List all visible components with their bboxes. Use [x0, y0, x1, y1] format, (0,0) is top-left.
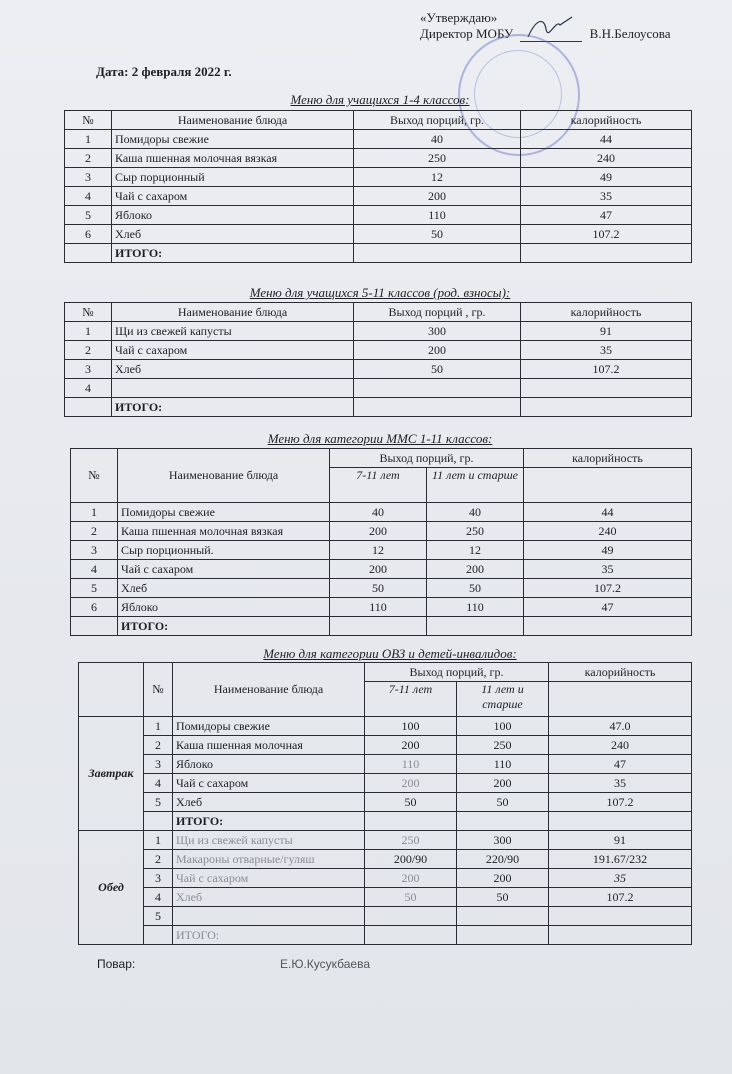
cell: 200 — [457, 869, 549, 888]
cell — [524, 617, 692, 636]
total-label: ИТОГО: — [112, 398, 354, 417]
cell: 40 — [330, 503, 427, 522]
total-label: ИТОГО: — [112, 244, 354, 263]
cell: 47 — [524, 598, 692, 617]
cell: 300 — [457, 831, 549, 850]
cell: 2 — [144, 850, 173, 869]
cell — [173, 907, 365, 926]
col-calories: калорийность — [521, 111, 692, 130]
cell: 47 — [521, 206, 692, 225]
cell: Яблоко — [112, 206, 354, 225]
cell: Щи из свежей капусты — [173, 831, 365, 850]
cell: 50 — [457, 888, 549, 907]
table-row — [79, 850, 692, 869]
cell: 240 — [549, 736, 692, 755]
cell: Хлеб — [112, 225, 354, 244]
cell: 1 — [71, 503, 118, 522]
table-row — [79, 888, 692, 907]
cell: 3 — [65, 360, 112, 379]
col-num: № — [144, 663, 173, 717]
table-row — [79, 907, 692, 926]
cell: Чай с сахаром — [112, 341, 354, 360]
table-row — [65, 168, 692, 187]
cell: Сыр порционный — [112, 168, 354, 187]
cell: 50 — [330, 579, 427, 598]
table-row — [71, 522, 692, 541]
col-calories: калорийность — [524, 449, 692, 468]
cell: 47 — [549, 755, 692, 774]
table-row — [65, 187, 692, 206]
total-row — [71, 617, 692, 636]
cell: 4 — [144, 888, 173, 907]
table-row — [79, 736, 692, 755]
total-row — [79, 812, 692, 831]
total-row — [79, 926, 692, 945]
cell: 250 — [354, 149, 521, 168]
cell: 200 — [427, 560, 524, 579]
col-calories: калорийность — [521, 303, 692, 322]
approval-block — [420, 10, 670, 42]
cell — [549, 907, 692, 926]
table-header-row — [65, 111, 692, 130]
col-name: Наименование блюда — [112, 111, 354, 130]
cell: Хлеб — [118, 579, 330, 598]
cell: 40 — [427, 503, 524, 522]
table-row — [79, 774, 692, 793]
cell: Каша пшенная молочная — [173, 736, 365, 755]
cell: 44 — [521, 130, 692, 149]
cell: 200 — [457, 774, 549, 793]
cell: 107.2 — [521, 360, 692, 379]
cell: 5 — [144, 793, 173, 812]
table1-caption: Меню для учащихся 1-4 классов: — [290, 92, 470, 107]
cell — [112, 379, 354, 398]
cell: 4 — [71, 560, 118, 579]
cell: 6 — [71, 598, 118, 617]
cell: 200 — [354, 187, 521, 206]
menu-table-ovz — [78, 662, 692, 945]
table-row — [65, 149, 692, 168]
cell: 200 — [365, 774, 457, 793]
cell: 107.2 — [524, 579, 692, 598]
cell: 240 — [521, 149, 692, 168]
table-row — [65, 206, 692, 225]
cell: 250 — [427, 522, 524, 541]
cell — [549, 682, 692, 717]
cell — [521, 398, 692, 417]
table-row — [65, 360, 692, 379]
cell — [521, 379, 692, 398]
cell: 6 — [65, 225, 112, 244]
cell: 2 — [144, 736, 173, 755]
cell: 35 — [549, 869, 692, 888]
col-num: № — [65, 111, 112, 130]
table-row — [79, 793, 692, 812]
cell — [144, 812, 173, 831]
cell: 110 — [365, 755, 457, 774]
cell: Чай с сахаром — [112, 187, 354, 206]
cell — [457, 812, 549, 831]
cell: Помидоры свежие — [173, 717, 365, 736]
cell: 250 — [457, 736, 549, 755]
cell — [365, 812, 457, 831]
cell: 12 — [427, 541, 524, 560]
table-row — [71, 560, 692, 579]
cell: 4 — [144, 774, 173, 793]
table-row — [65, 130, 692, 149]
cell: 40 — [354, 130, 521, 149]
cell: Каша пшенная молочная вязкая — [112, 149, 354, 168]
table2-caption: Меню для учащихся 5-11 классов (род. взносы): — [249, 285, 511, 300]
table-row — [79, 831, 692, 850]
cell: 300 — [354, 322, 521, 341]
table-row — [65, 225, 692, 244]
cell — [71, 617, 118, 636]
cell: Яблоко — [118, 598, 330, 617]
cell: Чай с сахаром — [118, 560, 330, 579]
cell: 5 — [144, 907, 173, 926]
cell: Яблоко — [173, 755, 365, 774]
col-num: № — [65, 303, 112, 322]
cell — [365, 926, 457, 945]
cell: 110 — [330, 598, 427, 617]
table-row — [79, 717, 692, 736]
cell: Хлеб — [173, 793, 365, 812]
cell: 4 — [65, 379, 112, 398]
cell: Макароны отварные/гуляш — [173, 850, 365, 869]
menu-table-5-11 — [64, 302, 692, 417]
col-yield: Выход порций, гр. — [365, 663, 549, 682]
cell: Помидоры свежие — [118, 503, 330, 522]
table-row — [79, 755, 692, 774]
cell — [354, 379, 521, 398]
total-row — [65, 398, 692, 417]
cell: 1 — [65, 130, 112, 149]
cell: 110 — [354, 206, 521, 225]
table-row — [71, 541, 692, 560]
cell: 4 — [65, 187, 112, 206]
cell: 191.67/232 — [549, 850, 692, 869]
col-age-7-11: 7-11 лет — [330, 468, 427, 503]
cell: 12 — [354, 168, 521, 187]
cell: 49 — [521, 168, 692, 187]
cell — [365, 907, 457, 926]
cell: 1 — [144, 717, 173, 736]
cell: 35 — [521, 187, 692, 206]
cell: 107.2 — [521, 225, 692, 244]
cell — [65, 244, 112, 263]
col-age-11-plus: 11 лет и старше — [427, 468, 524, 503]
table-header-row — [71, 449, 692, 468]
col-yield: Выход порций, гр. — [354, 111, 521, 130]
total-label: ИТОГО: — [118, 617, 330, 636]
approval-name: В.Н.Белоусова — [589, 26, 671, 41]
cell — [521, 244, 692, 263]
col-age-7-11: 7-11 лет — [365, 682, 457, 717]
col-calories: калорийность — [549, 663, 692, 682]
table-row — [71, 579, 692, 598]
col-yield: Выход порций, гр. — [330, 449, 524, 468]
cell — [427, 617, 524, 636]
cook-name: Е.Ю.Кусукбаева — [280, 957, 371, 971]
cell: Хлеб — [112, 360, 354, 379]
cell: 1 — [65, 322, 112, 341]
cell: Хлеб — [173, 888, 365, 907]
cell: 5 — [71, 579, 118, 598]
menu-table-mms — [70, 448, 692, 636]
table-row — [65, 379, 692, 398]
cook-label: Повар: — [97, 957, 136, 971]
meal-breakfast: Завтрак — [79, 717, 144, 831]
cell: 3 — [65, 168, 112, 187]
table-header-row — [65, 303, 692, 322]
cell: 3 — [144, 869, 173, 888]
cell — [524, 468, 692, 503]
cell: 110 — [457, 755, 549, 774]
cell: Помидоры свежие — [112, 130, 354, 149]
cell: 50 — [354, 225, 521, 244]
document-date: Дата: 2 февраля 2022 г. — [96, 64, 232, 79]
cell: 100 — [457, 717, 549, 736]
cell: 2 — [65, 341, 112, 360]
cell: 91 — [549, 831, 692, 850]
cell: Сыр порционный. — [118, 541, 330, 560]
cell: 35 — [521, 341, 692, 360]
col-name: Наименование блюда — [118, 449, 330, 503]
cell: 2 — [65, 149, 112, 168]
meal-lunch: Обед — [79, 831, 144, 945]
cell: 2 — [71, 522, 118, 541]
cell: Чай с сахаром — [173, 869, 365, 888]
table-row — [65, 341, 692, 360]
cell: 47.0 — [549, 717, 692, 736]
cell: 1 — [144, 831, 173, 850]
table-header-row — [79, 663, 692, 682]
cell: 35 — [524, 560, 692, 579]
cell: 200 — [330, 560, 427, 579]
cell: 200/90 — [365, 850, 457, 869]
cell — [144, 926, 173, 945]
cell: Каша пшенная молочная вязкая — [118, 522, 330, 541]
table-row — [79, 869, 692, 888]
cell — [354, 398, 521, 417]
cell: 50 — [427, 579, 524, 598]
cell — [79, 663, 144, 717]
cell: 200 — [365, 869, 457, 888]
table-row — [71, 503, 692, 522]
cell: 50 — [354, 360, 521, 379]
col-age-11-plus: 11 лет и старше — [457, 682, 549, 717]
cell — [354, 244, 521, 263]
cell: 240 — [524, 522, 692, 541]
cell: 3 — [71, 541, 118, 560]
approval-line1: «Утверждаю» — [420, 10, 498, 25]
table3-caption: Меню для категории ММС 1-11 классов: — [267, 431, 493, 446]
cell: 12 — [330, 541, 427, 560]
cell: Чай с сахаром — [173, 774, 365, 793]
approval-prefix: Директор МОБУ — [420, 26, 514, 41]
cell — [549, 926, 692, 945]
col-yield: Выход порций , гр. — [354, 303, 521, 322]
cell: 3 — [144, 755, 173, 774]
cell: 110 — [427, 598, 524, 617]
cell: 35 — [549, 774, 692, 793]
table-row — [71, 598, 692, 617]
cell: 50 — [457, 793, 549, 812]
col-name: Наименование блюда — [112, 303, 354, 322]
menu-table-1-4 — [64, 110, 692, 263]
cell — [549, 812, 692, 831]
table-row — [65, 322, 692, 341]
cell: 44 — [524, 503, 692, 522]
cell: 91 — [521, 322, 692, 341]
total-label: ИТОГО: — [173, 812, 365, 831]
cell: Щи из свежей капусты — [112, 322, 354, 341]
cell: 50 — [365, 888, 457, 907]
total-label: ИТОГО: — [173, 926, 365, 945]
cell — [457, 926, 549, 945]
cell: 107.2 — [549, 888, 692, 907]
cell: 50 — [365, 793, 457, 812]
total-row — [65, 244, 692, 263]
cell: 200 — [365, 736, 457, 755]
table4-caption: Меню для категории ОВЗ и детей-инвалидов: — [263, 646, 517, 661]
cell: 250 — [365, 831, 457, 850]
cell: 200 — [354, 341, 521, 360]
cell: 107.2 — [549, 793, 692, 812]
cell: 49 — [524, 541, 692, 560]
cell: 5 — [65, 206, 112, 225]
col-num: № — [71, 449, 118, 503]
cell — [330, 617, 427, 636]
cell: 220/90 — [457, 850, 549, 869]
cell — [65, 398, 112, 417]
cell — [457, 907, 549, 926]
cell: 100 — [365, 717, 457, 736]
cell: 200 — [330, 522, 427, 541]
col-name: Наименование блюда — [173, 663, 365, 717]
